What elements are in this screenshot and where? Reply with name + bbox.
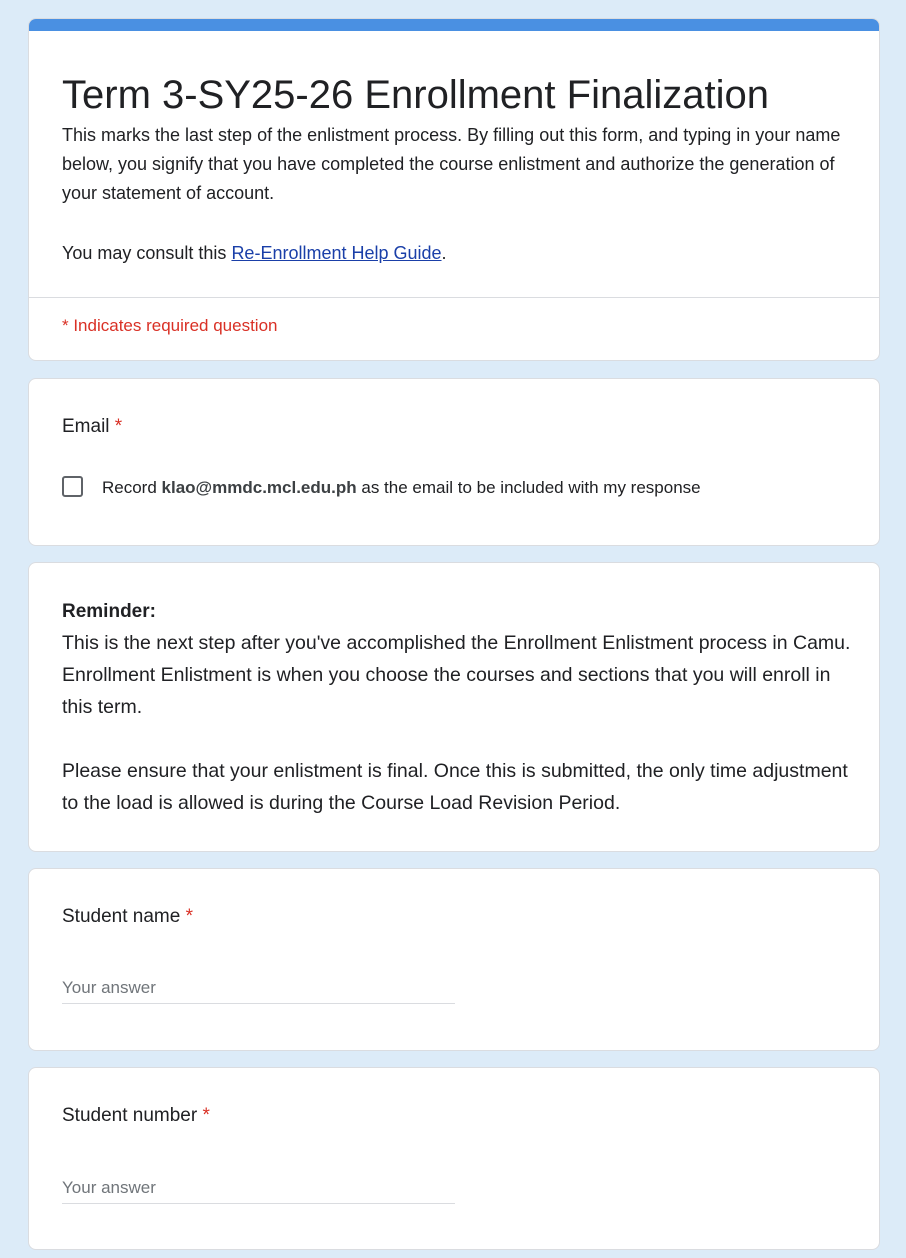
checkbox-prefix: Record [102, 478, 162, 497]
reminder-body [62, 627, 862, 851]
form-title: Term 3-SY25-26 Enrollment Finalization [62, 73, 769, 117]
email-label-text: Email [62, 416, 110, 437]
student-name-input[interactable] [62, 973, 455, 1004]
help-prefix: You may consult this [62, 243, 232, 263]
help-suffix: . [441, 243, 447, 263]
checkbox-suffix: as the email to be included with my response [356, 478, 701, 497]
record-email-checkbox[interactable] [62, 476, 83, 497]
email-question-card [28, 378, 880, 546]
required-note: * Indicates required question [62, 316, 278, 335]
record-email-label[interactable] [102, 477, 701, 499]
description-text: This marks the last step of the enlistment process. By filling out this form, and typing in your name below, you signify that you have completed the course enlistment and authorize the generation of your statement of account. [62, 125, 841, 203]
student-number-card [28, 1067, 880, 1250]
reminder-paragraph-2: Please ensure that your enlistment is final. Once this is submitted, the only time adjustment to the load is allowed is during the Course Load Revision Period. [62, 760, 848, 814]
form-description [62, 121, 862, 208]
reminder-card [28, 562, 880, 852]
student-name-label [62, 905, 193, 929]
required-asterisk: * [202, 1105, 210, 1126]
checkbox-email: klao@mmdc.mcl.edu.ph [161, 478, 357, 497]
help-guide-link[interactable]: Re-Enrollment Help Guide [231, 243, 442, 263]
email-question-label [62, 415, 122, 439]
reminder-title: Reminder: [62, 601, 156, 622]
required-asterisk: * [185, 906, 193, 927]
student-name-card [28, 868, 880, 1051]
help-line [62, 239, 447, 268]
form-header-card [28, 18, 880, 361]
student-number-input[interactable] [62, 1173, 455, 1204]
student-name-label-text: Student name [62, 906, 181, 927]
required-asterisk: * [114, 416, 123, 437]
reminder-paragraph-1: This is the next step after you've accomplished the Enrollment Enlistment process in Camu. Enrollment Enlistment is when you choose the courses and sections that you will enroll in this term. [62, 632, 851, 718]
student-number-label [62, 1104, 210, 1128]
student-number-label-text: Student number [62, 1105, 198, 1126]
header-accent-bar [29, 19, 879, 31]
header-divider [29, 297, 879, 298]
